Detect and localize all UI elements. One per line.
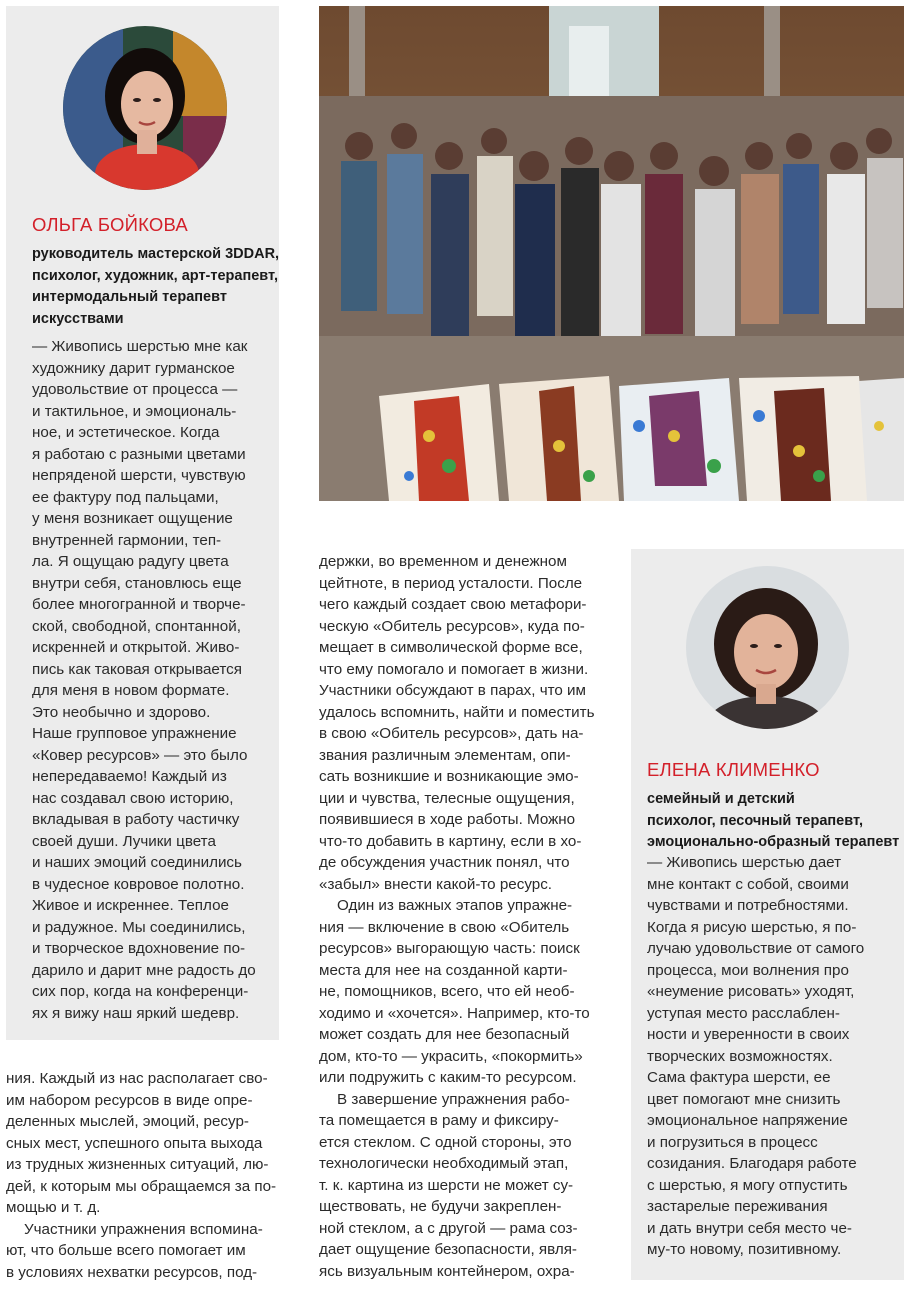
quote-line: му-то новому, позитивному. bbox=[647, 1241, 842, 1258]
text-line: или подружить с каким-то ресурсом. bbox=[319, 1069, 577, 1086]
quote-line: Наше групповое упражнение bbox=[32, 725, 237, 742]
quote-line: — Живопись шерстью дает bbox=[647, 854, 842, 871]
quote-line: я работаю с разными цветами bbox=[32, 445, 246, 463]
text-line: сать возникшие и возникающие эмо- bbox=[319, 768, 579, 785]
quote-line: внутренней гармонии, теп- bbox=[32, 531, 222, 549]
quote-line: с шерстью, я могу отпустить bbox=[647, 1176, 848, 1194]
person-name-elena: ЕЛЕНА КЛИМЕНКО bbox=[647, 759, 820, 780]
text-line: сных мест, успешного опыта выхода bbox=[6, 1134, 263, 1152]
quote-line: и погрузиться в процесс bbox=[647, 1133, 818, 1151]
quote-line: своей души. Лучики цвета bbox=[32, 832, 216, 850]
quote-line: художнику дарит гурманское bbox=[32, 359, 235, 377]
text-line: держки, во временном и денежном bbox=[319, 553, 567, 570]
quote-line: и дать внутри себя место че- bbox=[647, 1219, 852, 1237]
text-line: что-то добавить в картину, если в хо- bbox=[319, 832, 582, 850]
quote-line: мне контакт с собой, своими bbox=[647, 875, 849, 893]
quote-line: «неумение рисовать» уходят, bbox=[647, 983, 855, 1000]
quote-line: творческих возможностях. bbox=[647, 1047, 833, 1065]
text-line: что ему помогало и помогает в жизни. bbox=[319, 660, 589, 678]
text-line: ческую «Обитель ресурсов», куда по- bbox=[319, 617, 585, 635]
person-name-olga: ОЛЬГА БОЙКОВА bbox=[32, 214, 188, 235]
person-role-elena bbox=[647, 789, 899, 854]
article-column-middle bbox=[319, 551, 595, 1282]
quote-line: Это необычно и здорово. bbox=[32, 703, 211, 721]
quote-line: и тактильное, и эмоциональ- bbox=[32, 402, 237, 420]
text-line: т. к. картина из шерсти не может су- bbox=[319, 1176, 574, 1194]
workshop-photo bbox=[319, 6, 904, 501]
text-line: В завершение упражнения рабо- bbox=[337, 1090, 570, 1108]
person-role-olga bbox=[32, 244, 279, 330]
text-line: появившиеся в ходе работы. Можно bbox=[319, 811, 576, 828]
role-line: психолог, художник, арт-терапевт, bbox=[32, 267, 279, 284]
role-line: искусствами bbox=[32, 310, 124, 327]
text-line: ществовать, не будучи закреплен- bbox=[319, 1198, 562, 1215]
text-line: технологически необходимый этап, bbox=[319, 1155, 569, 1172]
text-line: места для нее на созданной карти- bbox=[319, 961, 568, 979]
text-line: та помещается в раму и фиксиру- bbox=[319, 1112, 559, 1129]
quote-line: для меня в новом формате. bbox=[32, 682, 230, 699]
quote-line: внутри себя, становлюсь еще bbox=[32, 574, 242, 592]
quote-line: застарелые переживания bbox=[647, 1198, 828, 1215]
quote-line: в чудесное ковровое полотно. bbox=[32, 875, 245, 893]
quote-line: пись как таковая открывается bbox=[32, 660, 242, 678]
text-line: ясь визуальным контейнером, охра- bbox=[319, 1262, 575, 1280]
text-line: ходимо и «хочется». Например, кто-то bbox=[319, 1004, 590, 1022]
quote-line: ях я вижу наш яркий шедевр. bbox=[32, 1004, 240, 1022]
text-line: ресурсов» выгорающую часть: поиск bbox=[319, 940, 580, 957]
text-line: Участники обсуждают в парах, что им bbox=[319, 682, 586, 699]
text-line: де обсуждения участник понял, что bbox=[319, 854, 570, 871]
text-line: цейтноте, в период усталости. После bbox=[319, 574, 583, 592]
text-line: ния — включение в свою «Обитель bbox=[319, 918, 570, 936]
role-line: руководитель мастерской 3DDAR, bbox=[32, 246, 280, 262]
text-line: в условиях нехватки ресурсов, под- bbox=[6, 1263, 258, 1281]
text-line: Участники упражнения вспомина- bbox=[24, 1220, 263, 1238]
text-line: звания различным элементам, опи- bbox=[319, 746, 571, 764]
quote-line: ности и уверенности в своих bbox=[647, 1026, 850, 1043]
quote-line: эмоциональное напряжение bbox=[647, 1112, 848, 1129]
profile-box-olga bbox=[6, 6, 279, 1040]
text-line: из трудных жизненных ситуаций, лю- bbox=[6, 1156, 269, 1173]
quote-line: процесса, мои волнения про bbox=[647, 961, 849, 979]
text-line: ется стеклом. С одной стороны, это bbox=[319, 1133, 572, 1151]
quote-line: Сама фактура шерсти, ее bbox=[647, 1069, 831, 1086]
text-line: ции и чувства, телесные ощущения, bbox=[319, 789, 575, 807]
quote-olga bbox=[32, 336, 256, 1024]
role-line: интермодальный терапевт bbox=[32, 289, 227, 305]
quote-line: непередаваемо! Каждый из bbox=[32, 768, 227, 785]
quote-line: и творческое вдохновение по- bbox=[32, 940, 246, 957]
role-line: семейный и детский bbox=[647, 791, 795, 807]
text-line: мещает в символической форме все, bbox=[319, 639, 583, 656]
text-line: мощью и т. д. bbox=[6, 1199, 101, 1216]
role-line: психолог, песочный терапевт, bbox=[647, 812, 863, 829]
quote-elena bbox=[647, 852, 864, 1261]
quote-line: созидания. Благодаря работе bbox=[647, 1155, 857, 1172]
text-line: деленных мыслей, эмоций, ресур- bbox=[6, 1113, 249, 1130]
quote-line: искренней и открытой. Живо- bbox=[32, 639, 240, 656]
article-column-left bbox=[6, 1068, 276, 1283]
quote-line: более многогранной и творче- bbox=[32, 596, 246, 613]
text-line: дает ощущение безопасности, явля- bbox=[319, 1241, 577, 1258]
quote-line: дарило и дарит мне радость до bbox=[32, 961, 256, 979]
text-line: удалось вспомнить, найти и поместить bbox=[319, 703, 595, 721]
quote-line: ской, свободной, спонтанной, bbox=[32, 617, 241, 635]
avatar-elena bbox=[686, 566, 849, 729]
quote-line: Когда я рисую шерстью, я по- bbox=[647, 918, 857, 936]
quote-line: ное, и эстетическое. Когда bbox=[32, 424, 220, 441]
text-line: может создать для нее безопасный bbox=[319, 1026, 570, 1043]
quote-line: цвет помогают мне снизить bbox=[647, 1090, 841, 1108]
text-line: дей, к которым мы обращаемся за по- bbox=[6, 1177, 277, 1195]
quote-line: «Ковер ресурсов» — это было bbox=[32, 746, 248, 764]
text-line: дом, кто-то — украсить, «покормить» bbox=[319, 1047, 583, 1065]
quote-line: сих пор, когда на конференци- bbox=[32, 983, 249, 1000]
text-line: им набором ресурсов в виде опре- bbox=[6, 1091, 253, 1109]
quote-line: удовольствие от процесса — bbox=[32, 381, 238, 398]
quote-line: лучаю удовольствие от самого bbox=[647, 940, 865, 957]
text-line: ния. Каждый из нас располагает сво- bbox=[6, 1070, 268, 1087]
quote-line: чувствами и потребностями. bbox=[647, 897, 849, 914]
quote-line: и радужное. Мы соединились, bbox=[32, 918, 246, 936]
avatar-olga bbox=[63, 26, 227, 190]
role-line: эмоционально-образный терапевт bbox=[647, 834, 900, 850]
quote-line: вкладывая в работу частичку bbox=[32, 811, 240, 828]
quote-line: — Живопись шерстью мне как bbox=[32, 338, 248, 355]
quote-line: и наших эмоций соединились bbox=[32, 854, 242, 871]
quote-line: ее фактуру под пальцами, bbox=[32, 488, 219, 506]
quote-line: непряденой шерсти, чувствую bbox=[32, 467, 246, 484]
quote-line: уступая место расслаблен- bbox=[647, 1004, 840, 1022]
text-line: в свою «Обитель ресурсов», дать на- bbox=[319, 725, 584, 742]
text-line: ют, что больше всего помогает им bbox=[6, 1242, 246, 1259]
text-line: чего каждый создает свою метафори- bbox=[319, 596, 587, 613]
profile-box-elena bbox=[631, 549, 904, 1280]
quote-line: нас создавал свою историю, bbox=[32, 789, 234, 807]
text-line: ной стеклом, а с другой — рама соз- bbox=[319, 1219, 578, 1237]
quote-line: у меня возникает ощущение bbox=[32, 510, 233, 527]
text-line: не, помощников, всего, что ей необ- bbox=[319, 983, 575, 1000]
text-line: «забыл» внести какой-то ресурс. bbox=[319, 875, 553, 893]
text-line: Один из важных этапов упражне- bbox=[337, 897, 573, 914]
quote-line: Живое и искреннее. Теплое bbox=[32, 897, 229, 914]
quote-line: ла. Я ощущаю радугу цвета bbox=[32, 553, 229, 570]
